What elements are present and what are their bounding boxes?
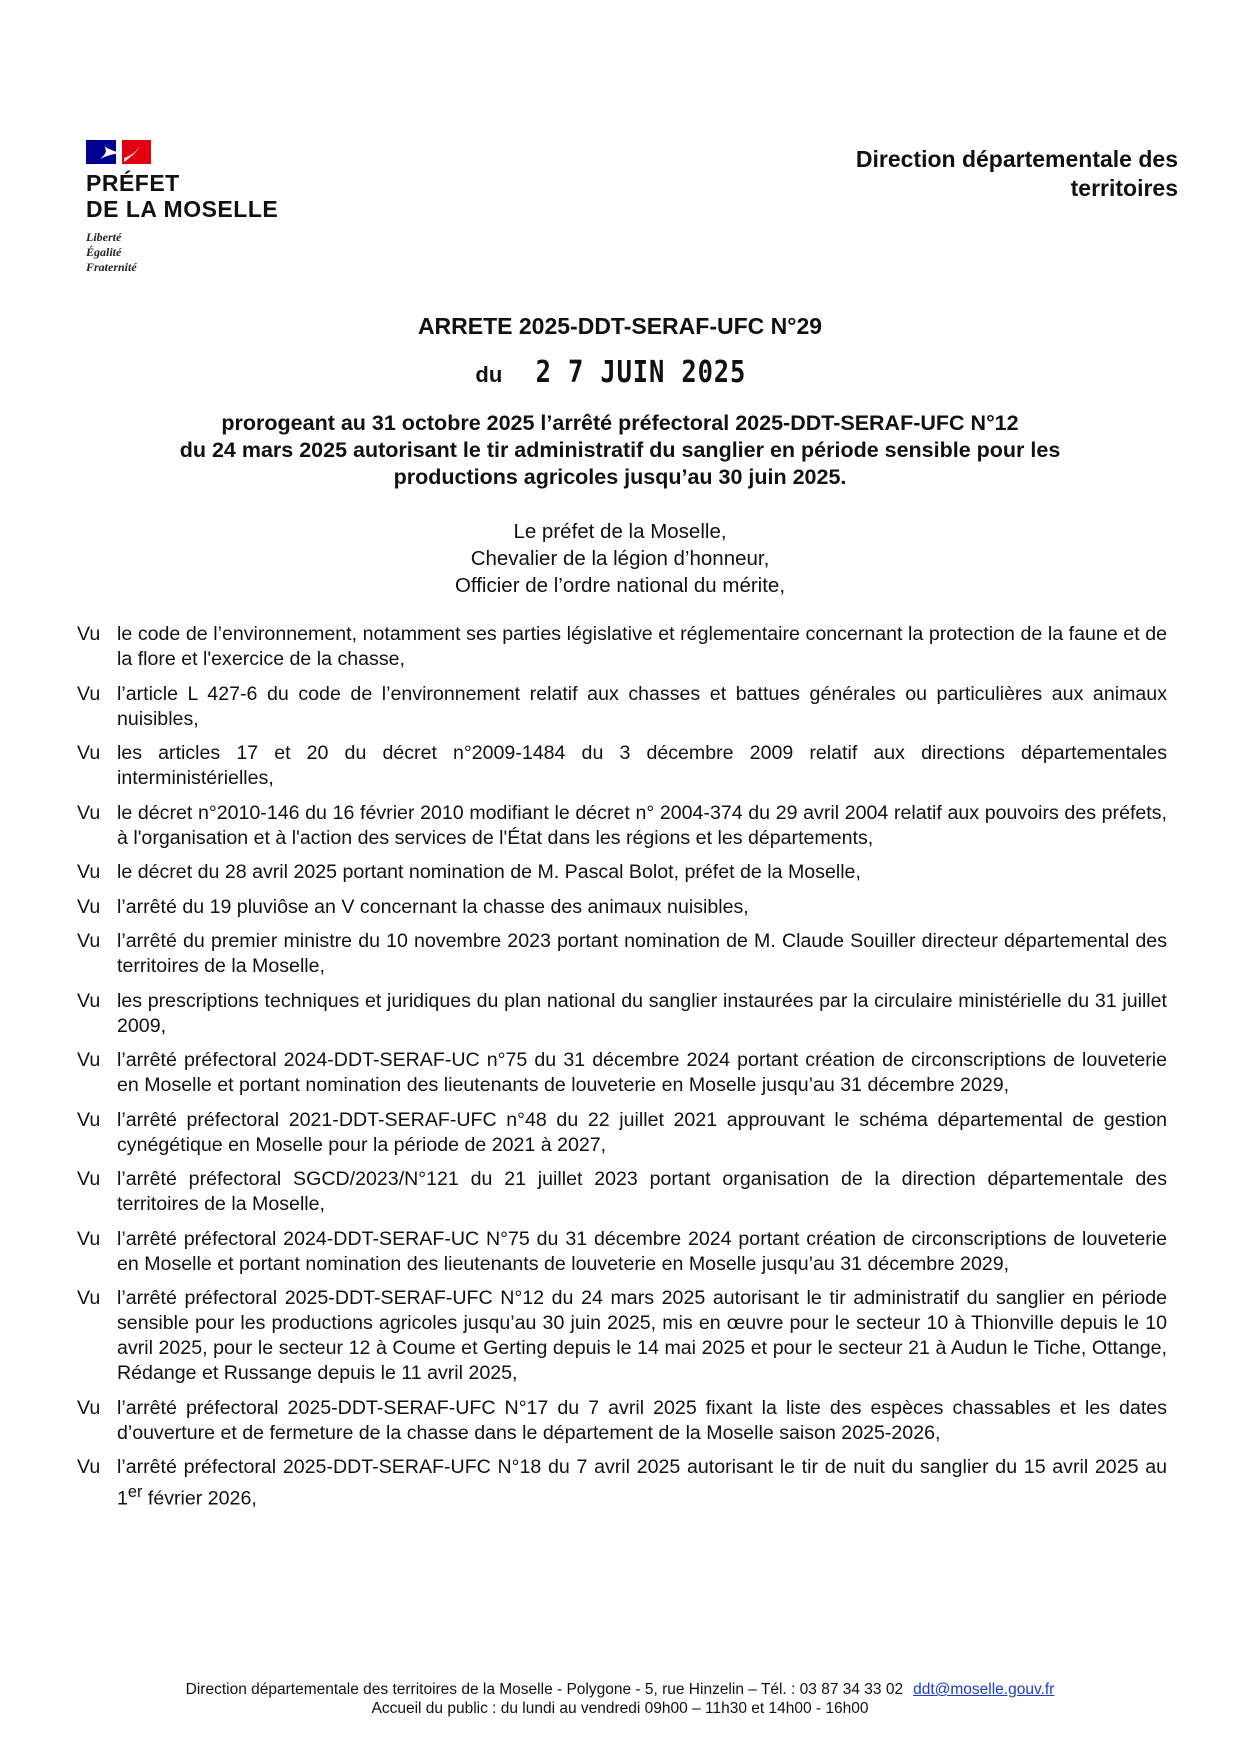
date-prefix: du [475,362,503,387]
visa-text: le décret n°2010-146 du 16 février 2010 modifiant le décret n° 2004-374 du 29 avril 2004 relatif aux pouvoirs des préfets, à l'organisation et à l'action des services de l'État dans les régions et les départements, [117,801,1167,849]
direction-header [758,145,1178,203]
visa-text: les articles 17 et 20 du décret n°2009-1484 du 3 décembre 2009 relatif aux directions départementales interministérielles, [117,742,1167,789]
visa-label: Vu [77,623,101,645]
visa-item [77,1048,1167,1098]
visa-item [77,1108,1167,1158]
visa-item [77,1396,1167,1446]
footer-email-link[interactable]: ddt@moselle.gouv.fr [913,1681,1055,1698]
subject-line: prorogeant au 31 octobre 2025 l’arrêté préfectoral 2025-DDT-SERAF-UFC N°12 [221,411,1019,435]
page-footer [0,1680,1240,1718]
visa-label: Vu [77,1456,101,1478]
visa-text: le code de l’environnement, notamment ses parties législative et réglementaire concernant la protection de la faune et de la flore et l'exercice de la chasse, [117,623,1167,670]
marianne-flag-icon [86,140,151,164]
visa-label: Vu [77,1049,101,1071]
visa-text: l’arrêté du 19 pluviôse an V concernant la chasse des animaux nuisibles, [117,895,749,918]
visa-item [77,989,1167,1039]
arrete-title: ARRETE 2025-DDT-SERAF-UFC N°29 [417,313,823,339]
footer-address-line [0,1680,1240,1699]
prefecture-logo [86,140,306,285]
visa-text: l’article L 427-6 du code de l’environnement relatif aux chasses et battues générales ou particulières aux animaux nuisibles, [117,682,1167,730]
visa-text: l’arrêté préfectoral SGCD/2023/N°121 du 21 juillet 2023 portant organisation de la direction départementale des territoires de la Moselle, [117,1168,1167,1215]
visa-item [77,1286,1167,1386]
visa-text: l’arrêté préfectoral 2024-DDT-SERAF-UC N°75 du 31 décembre 2024 portant création de circonscriptions de louveterie en Moselle et portant nomination des lieutenants de louveterie en Moselle jusqu’au 31 décembre 2029, [117,1227,1167,1275]
visa-label: Vu [77,742,101,764]
visa-label: Vu [77,1287,101,1309]
visa-label: Vu [77,1108,101,1131]
visas-list [77,622,1167,1521]
motto-liberte: Liberté [86,230,122,244]
visa-item [77,622,1167,672]
visa-item [77,895,1167,920]
authority-line: Le préfet de la Moselle, [513,520,727,543]
logo-prefet-label: PRÉFET [86,170,180,196]
date-stamp: 2 7 JUIN 2025 [535,355,746,390]
visa-text: le décret du 28 avril 2025 portant nomination de M. Pascal Bolot, préfet de la Moselle, [117,861,861,883]
footer-hours: Accueil du public : du lundi au vendredi 09h00 – 11h30 et 14h00 - 16h00 [371,1700,869,1717]
visa-label: Vu [77,1168,101,1190]
subject-line: productions agricoles jusqu’au 30 juin 2025. [393,465,847,489]
visa-text-part: février 2026, [142,1487,257,1510]
motto-egalite: Égalité [86,245,122,259]
visa-text [117,1455,1167,1512]
visa-text-part: l’arrêté préfectoral 2025-DDT-SERAF-UFC N°18 du 7 avril 2025 autorisant le tir de nuit du sanglier du 15 avril 2025 au 1 [117,1456,1167,1510]
visa-text: l’arrêté préfectoral 2024-DDT-SERAF-UC n°75 du 31 décembre 2024 portant création de circonscriptions de louveterie en Moselle et portant nomination des lieutenants de louveterie en Moselle jusqu’au 31 décembre 2029, [117,1049,1167,1096]
visa-text: l’arrêté du premier ministre du 10 novembre 2023 portant nomination de M. Claude Souiller directeur départemental des territoires de la Moselle, [117,930,1167,977]
visa-text: l’arrêté préfectoral 2021-DDT-SERAF-UFC n°48 du 22 juillet 2021 approuvant le schéma départemental de gestion cynégétique en Moselle pour la période de 2021 à 2027, [117,1108,1167,1156]
visa-item [77,801,1167,851]
visa-item [77,1227,1167,1277]
subject-line: du 24 mars 2025 autorisant le tir administratif du sanglier en période sensible pour les [179,438,1061,462]
visa-label: Vu [77,930,101,952]
direction-header-line: Direction départementale des [855,146,1178,172]
visa-label: Vu [77,1396,101,1419]
visa-text: l’arrêté préfectoral 2025-DDT-SERAF-UFC N°12 du 24 mars 2025 autorisant le tir administratif du sanglier en période sensible pour les productions agricoles jusqu’au 30 juin 2025, mis en œuvre pour le secteur 10 à Thionville depuis le 10 avril 2025, pour le secteur 12 à Coume et Gerting depuis le 14 mai 2025 et pour le secteur 21 à Audun le Tiche, Ottange, Rédange et Russange depuis le 11 avril 2025, [117,1287,1167,1384]
visa-label: Vu [77,1227,101,1250]
prefect-authority [0,518,1240,599]
visa-item [77,860,1167,885]
visa-text: l’arrêté préfectoral 2025-DDT-SERAF-UFC N°17 du 7 avril 2025 fixant la liste des espèces chassables et les dates d’ouverture et de fermeture de la chasse dans le département de la Moselle saison 2025-2026, [117,1396,1167,1444]
arrete-date [0,355,1240,390]
visa-item [77,741,1167,791]
visa-label: Vu [77,801,101,824]
footer-address: Direction départementale des territoires de la Moselle - Polygone - 5, rue Hinzelin – Tél. : 03 87 34 33 02 [185,1681,904,1698]
visa-item [77,929,1167,979]
motto-fraternite: Fraternité [86,260,137,274]
authority-line: Chevalier de la légion d’honneur, [470,547,770,570]
visa-label: Vu [77,682,101,705]
visa-text-superscript: er [127,1483,143,1501]
authority-line: Officier de l’ordre national du mérite, [454,574,786,597]
visa-item [77,1455,1167,1512]
visa-item [77,1167,1167,1217]
logo-moselle-label: DE LA MOSELLE [86,196,279,222]
visa-item [77,682,1167,732]
direction-header-line: territoires [1070,175,1178,201]
arrete-subject [120,410,1120,491]
visa-label: Vu [77,989,101,1012]
visa-label: Vu [77,861,101,883]
visa-label: Vu [77,895,101,918]
visa-text: les prescriptions techniques et juridiques du plan national du sanglier instaurées par la circulaire ministérielle du 31 juillet 2009, [117,989,1167,1037]
